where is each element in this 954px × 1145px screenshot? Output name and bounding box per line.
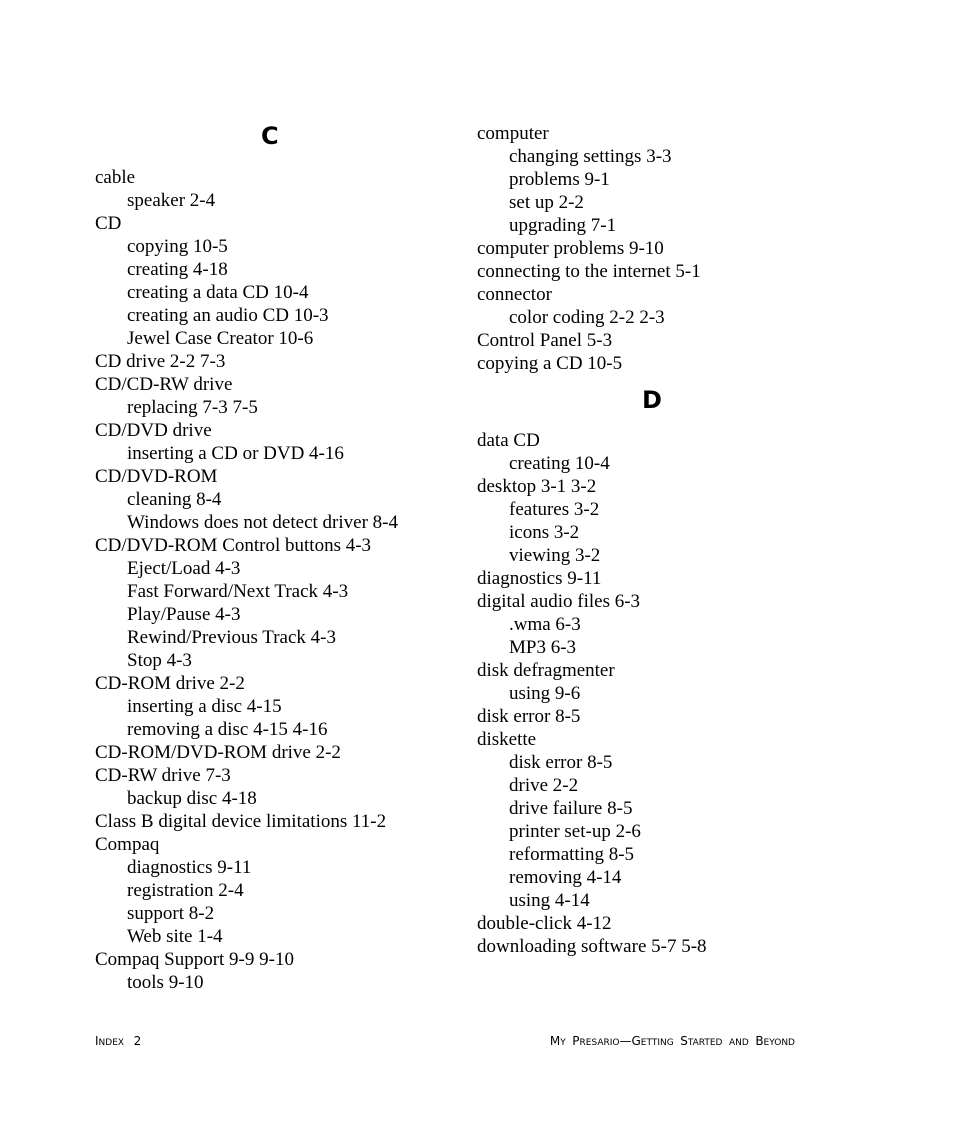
index-column-left — [95, 122, 455, 994]
index-entry: CD/CD-RW drive — [95, 374, 233, 395]
index-subentry: inserting a disc 4-15 — [127, 696, 282, 717]
index-entry: CD drive 2-2 7-3 — [95, 351, 226, 372]
index-subentry: Jewel Case Creator 10-6 — [127, 328, 314, 349]
index-subentry: Play/Pause 4-3 — [127, 604, 241, 625]
index-subentry: removing 4-14 — [509, 867, 622, 888]
footer-index-initial: I — [95, 1034, 99, 1048]
footer-page-number: 2 — [133, 1034, 142, 1048]
index-subentry: creating an audio CD 10-3 — [127, 305, 329, 326]
section-letter-c: C — [261, 122, 279, 150]
footer-title-resario: RESARIO — [579, 1038, 620, 1048]
index-list-d — [477, 429, 897, 958]
index-entry: cable — [95, 167, 136, 188]
index-subentry: icons 3-2 — [509, 522, 580, 543]
index-entry: Compaq — [95, 834, 160, 855]
index-subentry: disk error 8-5 — [509, 752, 613, 773]
index-subentry: tools 9-10 — [127, 972, 204, 993]
footer-title-m: M — [549, 1034, 561, 1048]
index-subentry: .wma 6-3 — [509, 614, 581, 635]
index-subentry: replacing 7-3 7-5 — [127, 397, 258, 418]
index-subentry: color coding 2-2 2-3 — [509, 307, 665, 328]
index-subentry: set up 2-2 — [509, 192, 584, 213]
index-entry: desktop 3-1 3-2 — [477, 476, 597, 497]
footer-title-b: B — [755, 1034, 764, 1048]
section-letter-d: D — [642, 386, 662, 414]
index-list-c-continued — [477, 122, 897, 375]
index-subentry: drive 2-2 — [509, 775, 579, 796]
index-subentry: creating a data CD 10-4 — [127, 282, 309, 303]
index-subentry: diagnostics 9-11 — [127, 857, 252, 878]
index-subentry: printer set-up 2-6 — [509, 821, 641, 842]
index-subentry: upgrading 7-1 — [509, 215, 617, 236]
index-subentry: Eject/Load 4-3 — [127, 558, 241, 579]
index-subentry: features 3-2 — [509, 499, 600, 520]
footer-index-page — [95, 1034, 141, 1048]
index-subentry: Fast Forward/Next Track 4-3 — [127, 581, 349, 602]
index-entry: CD-ROM/DVD-ROM drive 2-2 — [95, 742, 341, 763]
footer-title-tarted: TARTED — [687, 1038, 723, 1048]
index-subentry: Stop 4-3 — [127, 650, 192, 671]
footer-book-title — [550, 1034, 795, 1048]
index-entry: computer — [477, 123, 549, 144]
index-entry: diagnostics 9-11 — [477, 568, 602, 589]
index-subentry: backup disc 4-18 — [127, 788, 257, 809]
index-subentry: creating 10-4 — [509, 453, 610, 474]
index-subentry: drive failure 8-5 — [509, 798, 633, 819]
index-list-c — [95, 166, 455, 994]
index-entry: Control Panel 5-3 — [477, 330, 613, 351]
footer-index-rest: NDEX — [98, 1038, 125, 1048]
footer-title-p: P — [572, 1034, 580, 1048]
index-entry: CD — [95, 213, 122, 234]
index-subentry: speaker 2-4 — [127, 190, 216, 211]
index-entry: CD-ROM drive 2-2 — [95, 673, 245, 694]
index-entry: digital audio files 6-3 — [477, 591, 641, 612]
index-entry: data CD — [477, 430, 540, 451]
index-subentry: Rewind/Previous Track 4-3 — [127, 627, 336, 648]
footer-title-and: AND — [728, 1038, 749, 1048]
footer-title-s: S — [680, 1034, 688, 1048]
index-subentry: removing a disc 4-15 4-16 — [127, 719, 328, 740]
index-subentry: problems 9-1 — [509, 169, 610, 190]
index-subentry: creating 4-18 — [127, 259, 228, 280]
footer-title-g: G — [631, 1034, 641, 1048]
footer-title-etting: ETTING — [640, 1038, 674, 1048]
index-subentry: MP3 6-3 — [509, 637, 577, 658]
index-subentry: using 4-14 — [509, 890, 590, 911]
index-entry: copying a CD 10-5 — [477, 353, 623, 374]
index-entry: computer problems 9-10 — [477, 238, 664, 259]
index-subentry: Windows does not detect driver 8-4 — [127, 512, 398, 533]
index-subentry: changing settings 3-3 — [509, 146, 672, 167]
index-subentry: support 8-2 — [127, 903, 215, 924]
index-entry: CD-RW drive 7-3 — [95, 765, 231, 786]
index-entry: disk error 8-5 — [477, 706, 581, 727]
index-subentry: cleaning 8-4 — [127, 489, 222, 510]
index-subentry: reformatting 8-5 — [509, 844, 635, 865]
index-subentry: using 9-6 — [509, 683, 581, 704]
index-subentry: registration 2-4 — [127, 880, 244, 901]
index-subentry: inserting a CD or DVD 4-16 — [127, 443, 344, 464]
index-entry: double-click 4-12 — [477, 913, 612, 934]
index-subentry: Web site 1-4 — [127, 926, 223, 947]
index-entry: connecting to the internet 5-1 — [477, 261, 701, 282]
footer-title-eyond: EYOND — [763, 1038, 795, 1048]
index-entry: Compaq Support 9-9 9-10 — [95, 949, 294, 970]
footer-title-dash: — — [619, 1034, 632, 1048]
index-subentry: viewing 3-2 — [509, 545, 601, 566]
index-entry: Class B digital device limitations 11-2 — [95, 811, 387, 832]
index-entry: downloading software 5-7 5-8 — [477, 936, 707, 957]
footer-title-y: Y — [560, 1038, 566, 1048]
index-entry: diskette — [477, 729, 537, 750]
index-subentry: copying 10-5 — [127, 236, 228, 257]
index-column-right — [477, 122, 897, 958]
index-entry: disk defragmenter — [477, 660, 615, 681]
index-entry: CD/DVD-ROM Control buttons 4-3 — [95, 535, 372, 556]
index-entry: CD/DVD drive — [95, 420, 212, 441]
index-entry: CD/DVD-ROM — [95, 466, 218, 487]
index-entry: connector — [477, 284, 552, 305]
